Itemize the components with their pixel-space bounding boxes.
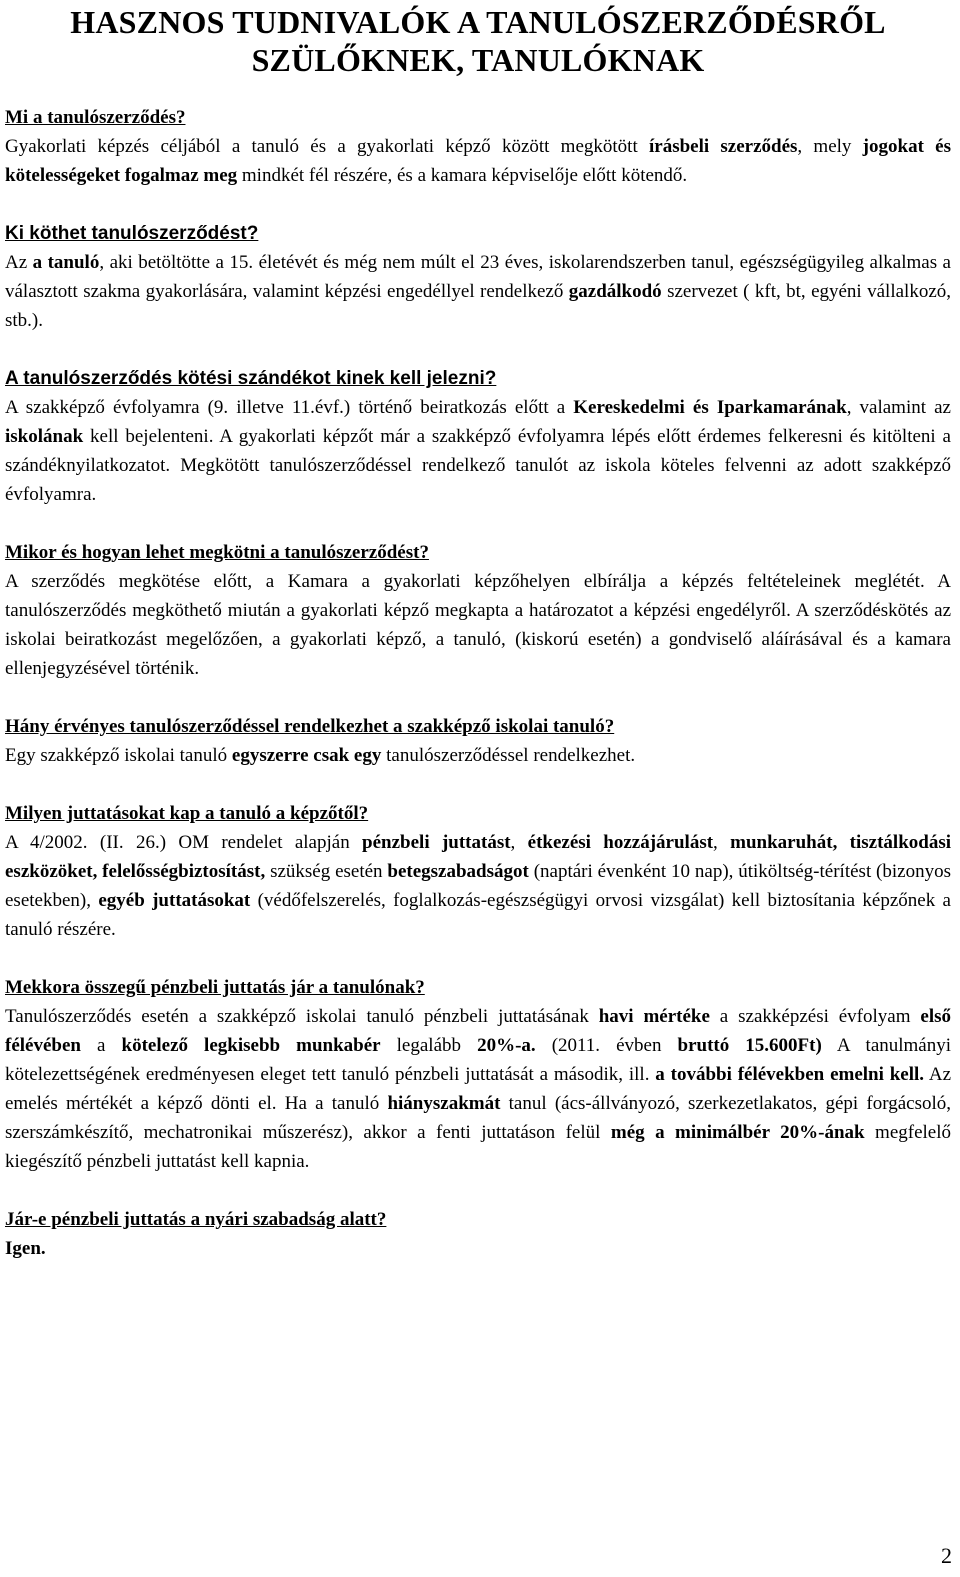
section-benefits [5, 799, 951, 944]
text-run: (védőfelszerelés, foglalkozás-egészségügyi orvosi vizsgálat) kell biztosítania képzőnek a tanuló részére. [5, 890, 951, 940]
page-number: 2 [941, 1543, 952, 1568]
text-run: szükség esetén [265, 861, 388, 882]
bold-run: iskolának [5, 426, 84, 447]
bold-run: gazdálkodó [568, 281, 662, 302]
bold-run: egyéb juttatásokat [98, 890, 251, 911]
section-heading: Milyen juttatásokat kap a tanuló a képzőtől? [5, 803, 369, 824]
bold-run: Kereskedelmi és Iparkamarának [573, 397, 847, 418]
title-line-2: SZÜLŐKNEK, TANULÓKNAK [251, 42, 705, 78]
section-heading: Mekkora összegű pénzbeli juttatás jár a tanulónak? [5, 977, 425, 998]
bold-run: a további félévekben emelni kell. [655, 1064, 925, 1085]
text-run: A tanulmányi kötelezettségének eredményesen eleget tett tanuló pénzbeli juttatását a második, ill. [5, 1035, 952, 1085]
text-run: , [713, 832, 731, 853]
bold-run: betegszabadságot [387, 861, 529, 882]
bold-run: munkaruhát, tisztálkodási eszközöket, felelősségbiztosítást, [5, 832, 951, 882]
text-run: a szakképzési évfolyam [709, 1006, 921, 1027]
text-run: kell bejelenteni. A gyakorlati képzőt már a szakképző évfolyamra lépés előtt érdemes felkeresni és kitölteni a szándéknyilatkozatot. Megkötött tanulószerződéssel rendelkező tanulót az iskola köteles felvenni az adott szakképző évfolyamra. [5, 426, 951, 505]
text-run: a [80, 1035, 122, 1056]
bold-run: egyszerre csak egy [231, 745, 382, 766]
text-run: tanulószerződéssel rendelkezhet. [381, 745, 636, 766]
text-run: (2011. évben [535, 1035, 678, 1056]
bold-run: jogokat és kötelességeket fogalmaz meg [5, 136, 951, 186]
bold-run: még a minimálbér 20%-ának [610, 1122, 865, 1143]
section-whom-to-notify [5, 364, 951, 509]
text-run: , mely [797, 136, 863, 157]
text-run: Gyakorlati képzés céljából a tanuló és a gyakorlati képző között megkötött [5, 136, 649, 157]
section-heading: Jár-e pénzbeli juttatás a nyári szabadság alatt? [5, 1209, 387, 1230]
text-run: , valamint az [846, 397, 951, 418]
bold-run: kötelező legkisebb munkabér [121, 1035, 381, 1056]
section-body [5, 741, 951, 770]
text-run: , aki betöltötte a 15. életévét és még nem múlt el 23 éves, iskolarendszerben tanul, egészségügyileg alkalmas a választott szakma gyakorlására, valamint képzési engedéllyel rendelkező [5, 252, 951, 302]
text-run: , [510, 832, 528, 853]
text-run: Tanulószerződés esetén a szakképző iskolai tanuló pénzbeli juttatásának [5, 1006, 599, 1027]
text-run: Az [5, 252, 33, 273]
title-line-1: HASZNOS TUDNIVALÓK A TANULÓSZERZŐDÉSRŐL [70, 4, 886, 40]
section-body [5, 248, 951, 335]
text-run: mindkét fél részére, és a kamara képviselője előtt kötendő. [237, 165, 688, 186]
bold-run: havi mértéke [598, 1006, 710, 1027]
section-heading: Hány érvényes tanulószerződéssel rendelkezhet a szakképző iskolai tanuló? [5, 716, 615, 737]
bold-run: hiányszakmát [387, 1093, 501, 1114]
text-run: A szerződés megkötése előtt, a Kamara a gyakorlati képzőhelyen elbírálja a képzés feltételeinek meglétét. A tanulószerződés megköthető miután a gyakorlati képző megkapta a határozatot a képzési engedélyről. A szerződéskötés az iskolai beiratkozást megelőzően, a gyakorlati képző, a tanuló, (kiskorú esetén) a gondviselő aláírásával és a kamara ellenjegyzésével történik. [5, 571, 951, 679]
section-body [5, 567, 951, 683]
section-heading: Mi a tanulószerződés? [5, 107, 186, 128]
section-amount [5, 973, 951, 1176]
section-body [5, 1234, 951, 1263]
text-run: tanul (ács-állványozó, szerkezetlakatos, gépi forgácsoló, szerszámkészítő, mechatronikai műszerész), akkor a fenti juttatáson felül [5, 1093, 951, 1143]
section-body [5, 1002, 951, 1176]
bold-run: első félévében [5, 1006, 951, 1056]
text-run: megfelelő kiegészítő pénzbeli juttatást kell kapnia. [5, 1122, 952, 1172]
text-run: legalább [380, 1035, 478, 1056]
section-when-how [5, 538, 951, 683]
section-how-many [5, 712, 951, 770]
text-run: Egy szakképző iskolai tanuló [5, 745, 232, 766]
section-heading: Mikor és hogyan lehet megkötni a tanulószerződést? [5, 542, 429, 563]
bold-run: 20%-a. [477, 1035, 536, 1056]
section-summer [5, 1205, 951, 1263]
text-run: szervezet ( kft, bt, egyéni vállalkozó, stb.). [5, 281, 951, 331]
section-body [5, 132, 951, 190]
text-run: Az emelés mértékét a képző dönti el. Ha a tanuló [5, 1064, 952, 1114]
section-what-is [5, 103, 951, 190]
bold-run: írásbeli szerződés [648, 136, 798, 157]
document-page [5, 0, 951, 1263]
section-body [5, 828, 951, 944]
bold-run: Igen. [5, 1238, 46, 1259]
bold-run: a tanuló [32, 252, 100, 273]
text-run: A 4/2002. (II. 26.) OM rendelet alapján [5, 832, 363, 853]
bold-run: étkezési hozzájárulást [527, 832, 714, 853]
document-title [5, 3, 951, 79]
text-run: A szakképző évfolyamra (9. illetve 11.évf.) történő beiratkozás előtt a [5, 397, 574, 418]
bold-run: pénzbeli juttatást [362, 832, 511, 853]
section-body [5, 393, 951, 509]
section-heading: A tanulószerződés kötési szándékot kinek kell jelezni? [5, 368, 497, 389]
section-heading: Ki köthet tanulószerződést? [5, 223, 259, 244]
bold-run: bruttó 15.600Ft) [677, 1035, 822, 1056]
section-who-can [5, 219, 951, 335]
text-run: (naptári évenként 10 nap), útiköltség-térítést (bizonyos esetekben), [5, 861, 951, 911]
